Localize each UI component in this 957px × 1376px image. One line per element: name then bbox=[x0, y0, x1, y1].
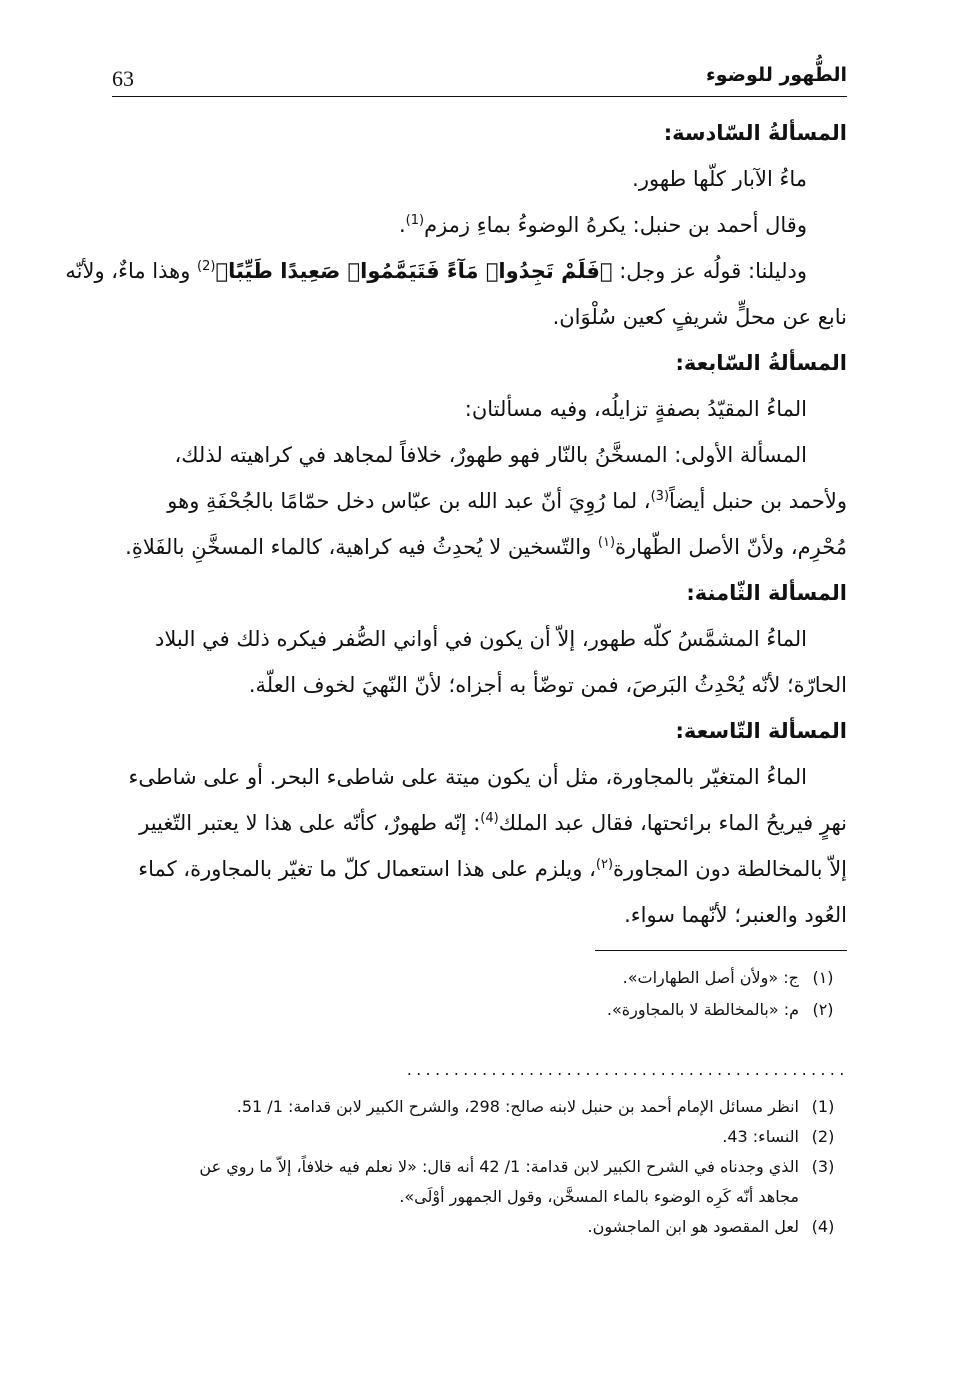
paragraph-line bbox=[110, 478, 847, 524]
footnote-ref: (3) bbox=[650, 489, 670, 504]
note-text: لعل المقصود هو ابن الماجشون. bbox=[587, 1217, 799, 1236]
paragraph-line: المسألة الأولى: المسخَّنُ بالنّار فهو طهورٌ، خلافاً لمجاهد في كراهيته لذلك، bbox=[174, 443, 807, 467]
footnotes bbox=[110, 1092, 847, 1242]
text-span: مُحْرِم، ولأنّ الأصل الطّهارة bbox=[615, 535, 847, 559]
text-span: ولأحمد بن حنبل أيضاً bbox=[669, 489, 847, 513]
variant-note bbox=[110, 962, 847, 994]
variant-note bbox=[110, 994, 847, 1026]
note-number: (2) bbox=[811, 1127, 835, 1146]
text-span: وهذا ماءٌ، ولأنّه bbox=[65, 259, 198, 283]
note-number: (١) bbox=[812, 968, 834, 987]
paragraph-line: نابع عن محلٍّ شريفٍ كعين سُلْوَان. bbox=[552, 305, 847, 329]
note-number: (3) bbox=[811, 1157, 835, 1176]
note-number: (4) bbox=[811, 1217, 835, 1236]
running-title: الطُّهور للوضوء bbox=[706, 64, 847, 86]
text-span: ودليلنا: قولُه عز وجل: bbox=[612, 259, 807, 283]
footnote bbox=[110, 1122, 847, 1152]
text-span: إلاّ بالمخالطة دون المجاورة bbox=[613, 857, 847, 881]
note-text: انظر مسائل الإمام أحمد بن حنبل لابنه صالح: 298، والشرح الكبير لابن قدامة: 1/ 51. bbox=[236, 1097, 799, 1116]
page-number: 63 bbox=[112, 66, 134, 91]
paragraph-line bbox=[110, 202, 847, 248]
paragraph-line: الماءُ المشمَّسُ كلّه طهور، إلاّ أن يكون في أواني الصُّفر فيكره ذلك في البلاد bbox=[155, 627, 807, 651]
quran-quote: ﴿فَلَمْ تَجِدُوا۟ مَآءً فَتَيَمَّمُوا۟ صَعِيدًا طَيِّبًا﴾ bbox=[215, 259, 613, 283]
section-heading-6: المسألةُ السّادسة: bbox=[663, 121, 847, 145]
footnote-continuation: مجاهد أنّه كَرِه الوضوء بالماء المسخَّن، وقول الجمهور أوْلَى». bbox=[399, 1187, 799, 1206]
text-span: ، ويلزم على هذا استعمال كلّ ما تغيّر بالمجاورة، كماء bbox=[138, 857, 596, 881]
main-text bbox=[65, 110, 847, 938]
section-heading-9: المسألة التّاسعة: bbox=[675, 719, 847, 743]
paragraph-line: ماءُ الآبار كلّها طهور. bbox=[632, 167, 807, 191]
footnote-ref: (1) bbox=[405, 213, 425, 228]
dotted-separator: ............................................... bbox=[405, 1064, 847, 1080]
text-span: : إنّه طهورٌ، كأنّه على هذا لا يعتبر التّغيير bbox=[139, 811, 481, 835]
footnote-ref: (١) bbox=[597, 535, 616, 550]
footnote-ref: (٢) bbox=[595, 857, 614, 872]
note-text: م: «بالمخالطة لا بالمجاورة». bbox=[606, 1000, 799, 1019]
footnote bbox=[110, 1092, 847, 1122]
section-heading-8: المسألة الثّامنة: bbox=[686, 581, 847, 605]
footnote-separator bbox=[595, 950, 847, 951]
variant-notes bbox=[110, 962, 847, 1026]
text-span: ، لما رُوِيَ أنّ عبد الله بن عبّاس دخل حمّامًا بالجُحْفَةِ وهو bbox=[167, 489, 651, 513]
paragraph-line bbox=[110, 800, 847, 846]
paragraph-line: العُود والعنبر؛ لأنّهما سواء. bbox=[624, 903, 847, 927]
footnote bbox=[110, 1152, 847, 1182]
note-number: (1) bbox=[811, 1097, 835, 1116]
paragraph-line: الحارّة؛ لأنّه يُحْدِثُ البَرصَ، فمن توضّأ به أجزاه؛ لأنّ النّهيَ لخوف العلّة. bbox=[248, 673, 847, 697]
note-text: ج: «ولأن أصل الطهارات». bbox=[622, 968, 799, 987]
paragraph-line bbox=[65, 248, 847, 294]
text-span: والتّسخين لا يُحدِثُ فيه كراهية، كالماء المسخَّنِ بالفَلاةِ. bbox=[125, 535, 598, 559]
page-header bbox=[112, 62, 847, 97]
footnote bbox=[110, 1212, 847, 1242]
text-span: نهرٍ فيريحُ الماء برائحتها، فقال عبد الملك bbox=[498, 811, 847, 835]
paragraph-line: الماءُ المقيّدُ بصفةٍ تزايلُه، وفيه مسألتان: bbox=[464, 397, 807, 421]
paragraph-line bbox=[110, 846, 847, 892]
text-span: . bbox=[398, 213, 406, 237]
footnote-ref: (4) bbox=[480, 811, 499, 826]
section-heading-7: المسألةُ السّابعة: bbox=[675, 351, 847, 375]
note-text: النساء: 43. bbox=[722, 1127, 799, 1146]
note-text: الذي وجدناه في الشرح الكبير لابن قدامة: 1/ 42 أنه قال: «لا نعلم فيه خلافاً، إلاّ ما روي عن bbox=[199, 1157, 799, 1176]
note-number: (٢) bbox=[812, 1000, 834, 1019]
footnote-ref: (2) bbox=[197, 259, 216, 274]
paragraph-line bbox=[110, 524, 847, 570]
text-span: وقال أحمد بن حنبل: يكرهُ الوضوءُ بماءِ زمزم bbox=[424, 213, 807, 237]
paragraph-line: الماءُ المتغيّر بالمجاورة، مثل أن يكون ميتة على شاطىء البحر. أو على شاطىء bbox=[128, 765, 807, 789]
